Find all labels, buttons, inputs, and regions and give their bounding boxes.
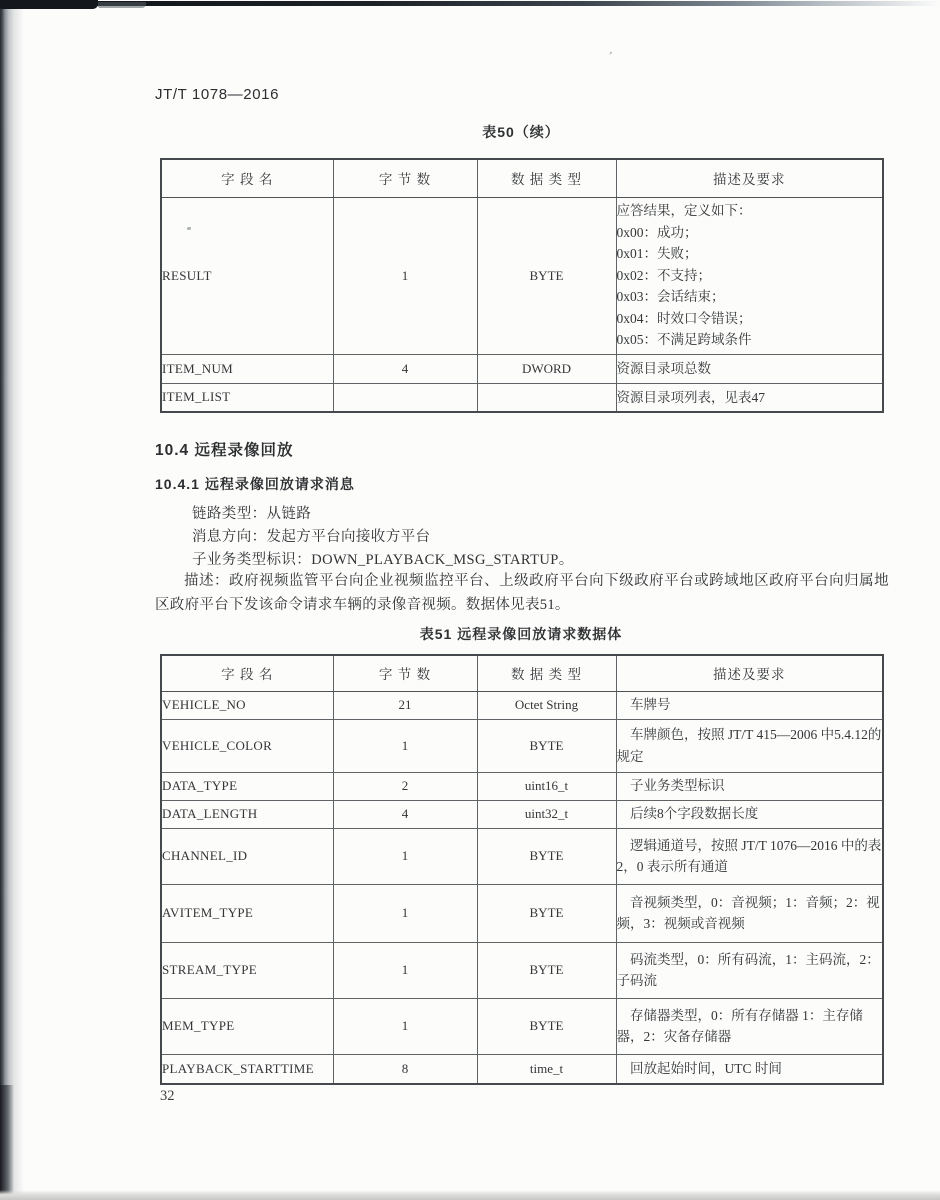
data-type-cell: BYTE [477, 719, 616, 772]
table-row-data-length [161, 800, 883, 828]
description-line: 应答结果，定义如下： [616, 203, 752, 219]
scan-binding-edge-left-bottom [0, 1085, 14, 1200]
description-cell: 车牌号 [616, 691, 883, 719]
data-type-cell: BYTE [477, 197, 616, 354]
meta-line-link-type: 链路类型：从链路 [192, 506, 312, 522]
data-type-cell [477, 383, 616, 412]
data-type-cell: uint32_t [477, 800, 616, 828]
description-line: 0x02：不支持； [616, 267, 711, 283]
byte-count-cell: 4 [333, 354, 477, 383]
data-type-cell: Octet String [477, 691, 616, 719]
column-header-field: 字 段 名 [161, 159, 333, 197]
description-cell: 存储器类型，0：所有存储器 1：主存储器，2：灾备存储器 [616, 998, 883, 1054]
description-paragraph: 描述：政府视频监管平台向企业视频监控平台、上级政府平台向下级政府平台或跨域地区政府平台向归属地区政府平台下发该命令请求车辆的录像音视频。数据体见表51。 [155, 573, 889, 613]
table-row-playback-starttime [161, 1054, 883, 1084]
byte-count-cell: 2 [333, 772, 477, 800]
description-cell [616, 197, 883, 354]
field-name-cell: ITEM_LIST [161, 383, 333, 412]
data-type-cell: DWORD [477, 354, 616, 383]
description-line: 0x05：不满足跨域条件 [616, 332, 752, 348]
field-name-cell: VEHICLE_COLOR [161, 719, 333, 772]
table-row-vehicle-color [161, 719, 883, 772]
table-row-mem-type [161, 998, 883, 1054]
description-cell: 后续8个字段数据长度 [616, 800, 883, 828]
meta-line-message-direction: 消息方向：发起方平台向接收方平台 [192, 529, 431, 545]
section-heading-10-4: 10.4 远程录像回放 [155, 442, 294, 459]
table-row-avitem-type [161, 884, 883, 942]
description-cell: 车牌颜色，按照 JT/T 415—2006 中5.4.12的规定 [616, 719, 883, 772]
byte-count-cell: 1 [333, 884, 477, 942]
table51 [160, 654, 884, 1085]
field-name-cell: RESULT [161, 197, 333, 354]
table50 [160, 158, 884, 413]
description-cell: 子业务类型标识 [616, 772, 883, 800]
scan-edge-top-left-mark [0, 0, 98, 9]
byte-count-cell [333, 383, 477, 412]
field-name-cell: STREAM_TYPE [161, 942, 333, 998]
table50-header-row [161, 159, 883, 197]
data-type-cell: BYTE [477, 884, 616, 942]
section-heading-10-4-1: 10.4.1 远程录像回放请求消息 [155, 476, 355, 492]
byte-count-cell: 21 [333, 691, 477, 719]
field-name-cell: ITEM_NUM [161, 354, 333, 383]
data-type-cell: time_t [477, 1054, 616, 1084]
table-row-item-num [161, 354, 883, 383]
column-header-bytes: 字 节 数 [333, 159, 477, 197]
table51-caption: 表51 远程录像回放请求数据体 [419, 626, 623, 642]
data-type-cell: BYTE [477, 828, 616, 884]
data-type-cell: BYTE [477, 998, 616, 1054]
description-cell: 音视频类型，0：音视频；1：音频；2：视频，3：视频或音视频 [616, 884, 883, 942]
byte-count-cell: 8 [333, 1054, 477, 1084]
column-header-type: 数 据 类 型 [477, 159, 616, 197]
field-name-cell: MEM_TYPE [161, 998, 333, 1054]
field-name-cell: CHANNEL_ID [161, 828, 333, 884]
description-line: 0x01：失败； [616, 246, 698, 262]
byte-count-cell: 1 [333, 828, 477, 884]
byte-count-cell: 1 [333, 942, 477, 998]
page-number: 32 [160, 1088, 175, 1104]
scan-edge-bottom-shadow [0, 1190, 940, 1200]
byte-count-cell: 1 [333, 197, 477, 354]
field-name-cell: DATA_LENGTH [161, 800, 333, 828]
byte-count-cell: 1 [333, 719, 477, 772]
description-cell: 码流类型，0：所有码流，1：主码流，2：子码流 [616, 942, 883, 998]
field-name-cell: VEHICLE_NO [161, 691, 333, 719]
byte-count-cell: 1 [333, 998, 477, 1054]
description-cell: 逻辑通道号，按照 JT/T 1076—2016 中的表2，0 表示所有通道 [616, 828, 883, 884]
description-line: 0x00：成功； [616, 224, 698, 240]
table-row-data-type [161, 772, 883, 800]
scan-speck: ʼ [606, 49, 614, 63]
data-type-cell: uint16_t [477, 772, 616, 800]
byte-count-cell: 4 [333, 800, 477, 828]
standard-number-header: JT/T 1078—2016 [155, 86, 280, 103]
table-row-vehicle-no [161, 691, 883, 719]
table-row-result [161, 197, 883, 354]
scan-edge-top-left-mark-2 [98, 2, 146, 8]
field-name-cell: AVITEM_TYPE [161, 884, 333, 942]
meta-line-sub-business-type: 子业务类型标识：DOWN_PLAYBACK_MSG_STARTUP。 [192, 552, 574, 568]
column-header-field: 字 段 名 [161, 655, 333, 691]
table-row-item-list [161, 383, 883, 412]
scan-binding-edge-left [0, 0, 24, 1200]
table-row-stream-type [161, 942, 883, 998]
description-cell: 资源目录项总数 [616, 354, 883, 383]
table50-caption: 表50（续） [482, 124, 560, 140]
description-cell: 回放起始时间，UTC 时间 [616, 1054, 883, 1084]
column-header-type: 数 据 类 型 [477, 655, 616, 691]
column-header-desc: 描述及要求 [616, 655, 883, 691]
table-row-channel-id [161, 828, 883, 884]
table51-header-row [161, 655, 883, 691]
description-cell: 资源目录项列表，见表47 [616, 383, 883, 412]
column-header-desc: 描述及要求 [616, 159, 883, 197]
data-type-cell: BYTE [477, 942, 616, 998]
field-name-cell: DATA_TYPE [161, 772, 333, 800]
field-name-cell: PLAYBACK_STARTTIME [161, 1054, 333, 1084]
description-line: 0x04：时效口令错误； [616, 310, 752, 326]
column-header-bytes: 字 节 数 [333, 655, 477, 691]
description-line: 0x03：会话结束； [616, 289, 725, 305]
